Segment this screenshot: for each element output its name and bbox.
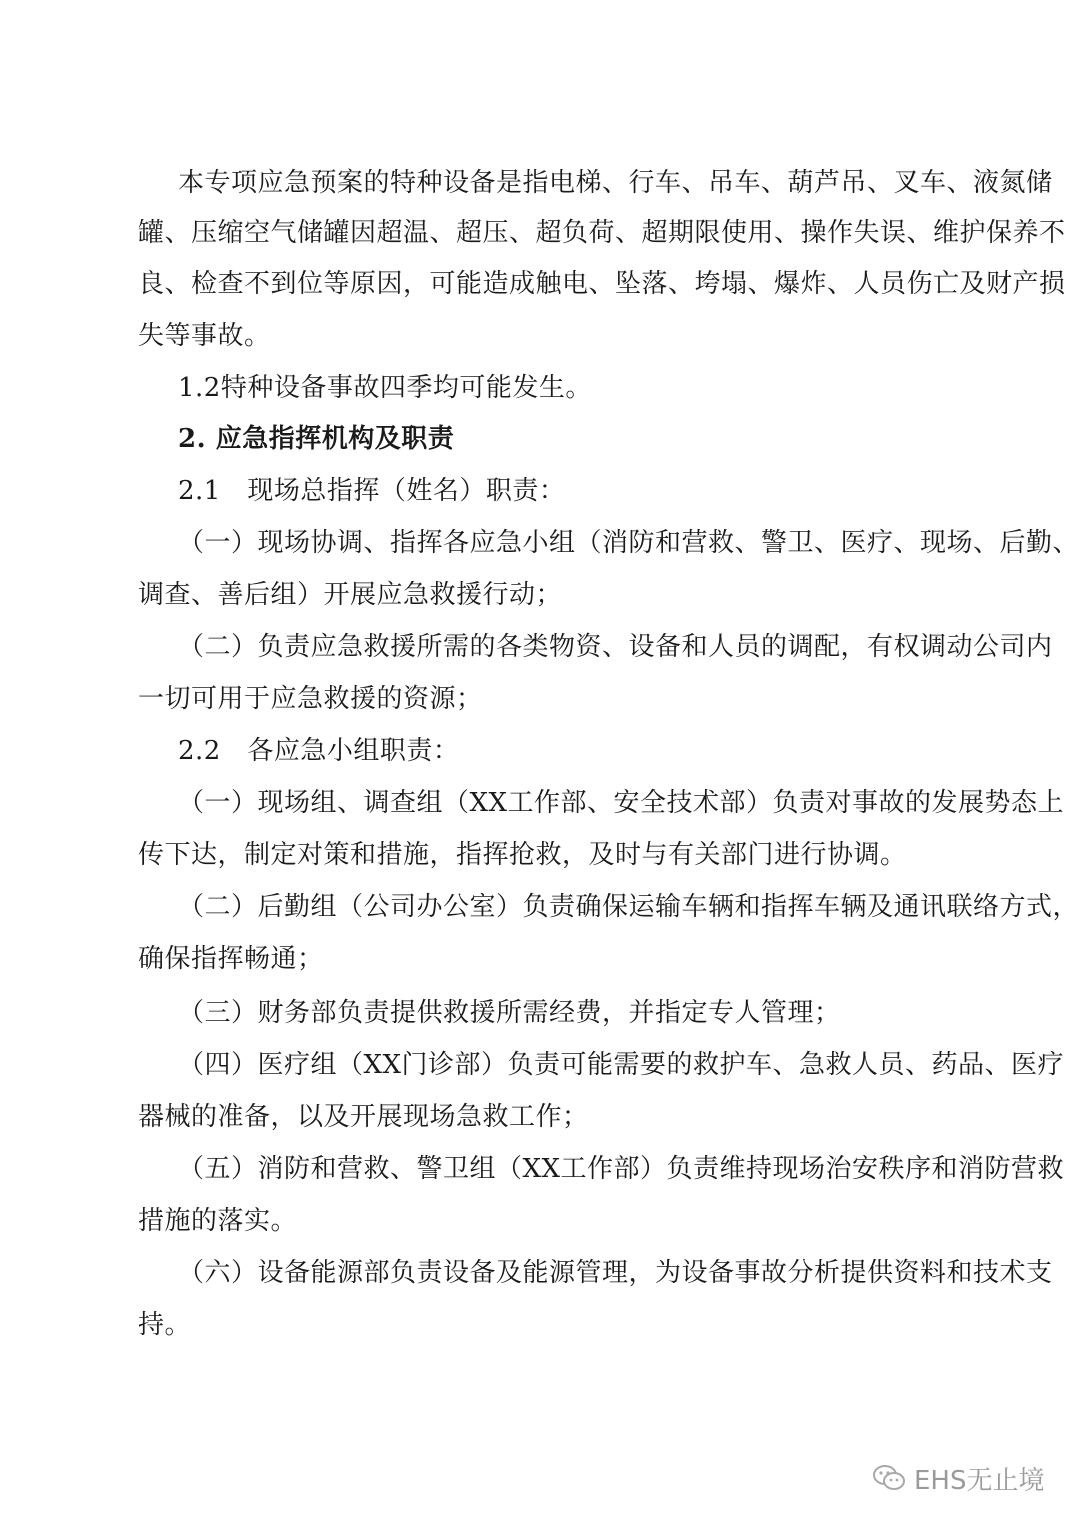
paragraph-line: （三）财务部负责提供救援所需经费，并指定专人管理； — [178, 998, 841, 1028]
wechat-icon — [872, 1463, 906, 1493]
paragraph-line: 良、检查不到位等原因，可能造成触电、坠落、垮塌、爆炸、人员伤亡及财产损 — [138, 269, 1066, 299]
paragraph-line: （五）消防和营救、警卫组（XX工作部）负责维持现场治安秩序和消防营救 — [178, 1154, 1065, 1184]
watermark — [872, 1458, 1044, 1498]
paragraph-line: 一切可用于应急救援的资源； — [138, 684, 483, 714]
paragraph-line: 传下达，制定对策和措施，指挥抢救，及时与有关部门进行协调。 — [138, 840, 907, 870]
paragraph-line: 失等事故。 — [138, 321, 271, 351]
paragraph-line: 确保指挥畅通； — [138, 944, 324, 974]
paragraph-line: 1.2特种设备事故四季均可能发生。 — [178, 373, 592, 403]
paragraph-line: 罐、压缩空气储罐因超温、超压、超负荷、超期限使用、操作失误、维护保养不 — [138, 218, 1066, 248]
paragraph-line: （六）设备能源部负责设备及能源管理，为设备事故分析提供资料和技术支 — [178, 1258, 1053, 1288]
paragraph-line: 持。 — [138, 1310, 192, 1340]
subsection-heading: 2.1 现场总指挥（姓名）职责： — [178, 476, 566, 506]
paragraph-line: 调查、善后组）开展应急救援行动； — [138, 580, 563, 610]
paragraph-line: 措施的落实。 — [138, 1206, 298, 1236]
section-heading: 2. 应急指挥机构及职责 — [178, 424, 455, 454]
watermark-text: EHS无止境 — [914, 1465, 1045, 1496]
paragraph-line: 器械的准备，以及开展现场急救工作； — [138, 1102, 589, 1132]
paragraph-line: 本专项应急预案的特种设备是指电梯、行车、吊车、葫芦吊、叉车、液氮储 — [178, 168, 1053, 198]
paragraph-line: （一）现场组、调查组（XX工作部、安全技术部）负责对事故的发展势态上 — [178, 788, 1065, 818]
paragraph-line: （一）现场协调、指挥各应急小组（消防和营救、警卫、医疗、现场、后勤、 — [178, 528, 1080, 558]
subsection-heading: 2.2 各应急小组职责： — [178, 736, 460, 766]
paragraph-line: （二）后勤组（公司办公室）负责确保运输车辆和指挥车辆及通讯联络方式， — [178, 892, 1080, 922]
paragraph-line: （二）负责应急救援所需的各类物资、设备和人员的调配，有权调动公司内 — [178, 632, 1053, 662]
paragraph-line: （四）医疗组（XX门诊部）负责可能需要的救护车、急救人员、药品、医疗 — [178, 1050, 1065, 1080]
